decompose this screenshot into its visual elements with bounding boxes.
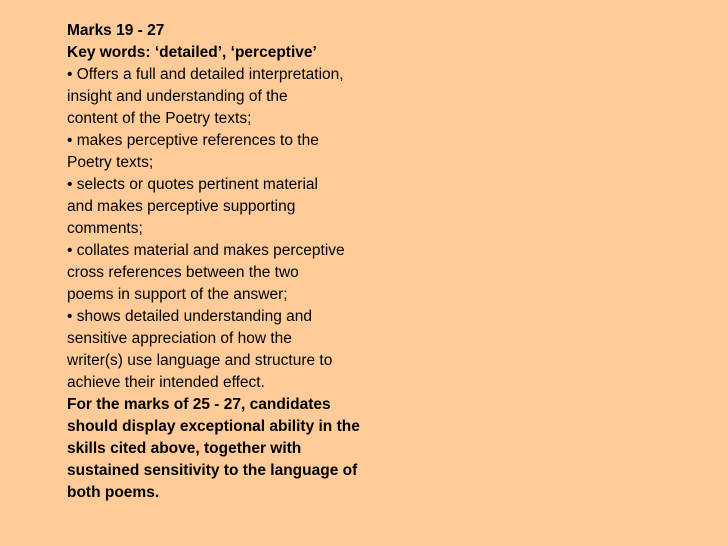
footer-line: For the marks of 25 - 27, candidates <box>67 396 331 413</box>
marking-criteria-text <box>67 20 447 504</box>
body-line: • Offers a full and detailed interpretation, <box>67 66 344 83</box>
body-line: Poetry texts; <box>67 154 154 171</box>
body-line: and makes perceptive supporting <box>67 198 296 215</box>
body-line: • selects or quotes pertinent material <box>67 176 318 193</box>
body-line: writer(s) use language and structure to <box>67 352 333 369</box>
body-line: poems in support of the answer; <box>67 286 288 303</box>
body-line: • makes perceptive references to the <box>67 132 319 149</box>
body-line: content of the Poetry texts; <box>67 110 252 127</box>
footer-line: sustained sensitivity to the language of <box>67 462 358 479</box>
body-line: sensitive appreciation of how the <box>67 330 292 347</box>
key-words-heading: Key words: ‘detailed’, ‘perceptive’ <box>67 44 317 61</box>
footer-line: both poems. <box>67 484 160 501</box>
footer-line: skills cited above, together with <box>67 440 302 457</box>
body-line: achieve their intended effect. <box>67 374 265 391</box>
body-line: cross references between the two <box>67 264 299 281</box>
body-line: • collates material and makes perceptive <box>67 242 345 259</box>
body-line: • shows detailed understanding and <box>67 308 312 325</box>
body-line: insight and understanding of the <box>67 88 288 105</box>
marks-heading: Marks 19 - 27 <box>67 22 165 39</box>
footer-line: should display exceptional ability in the <box>67 418 360 435</box>
body-line: comments; <box>67 220 143 237</box>
